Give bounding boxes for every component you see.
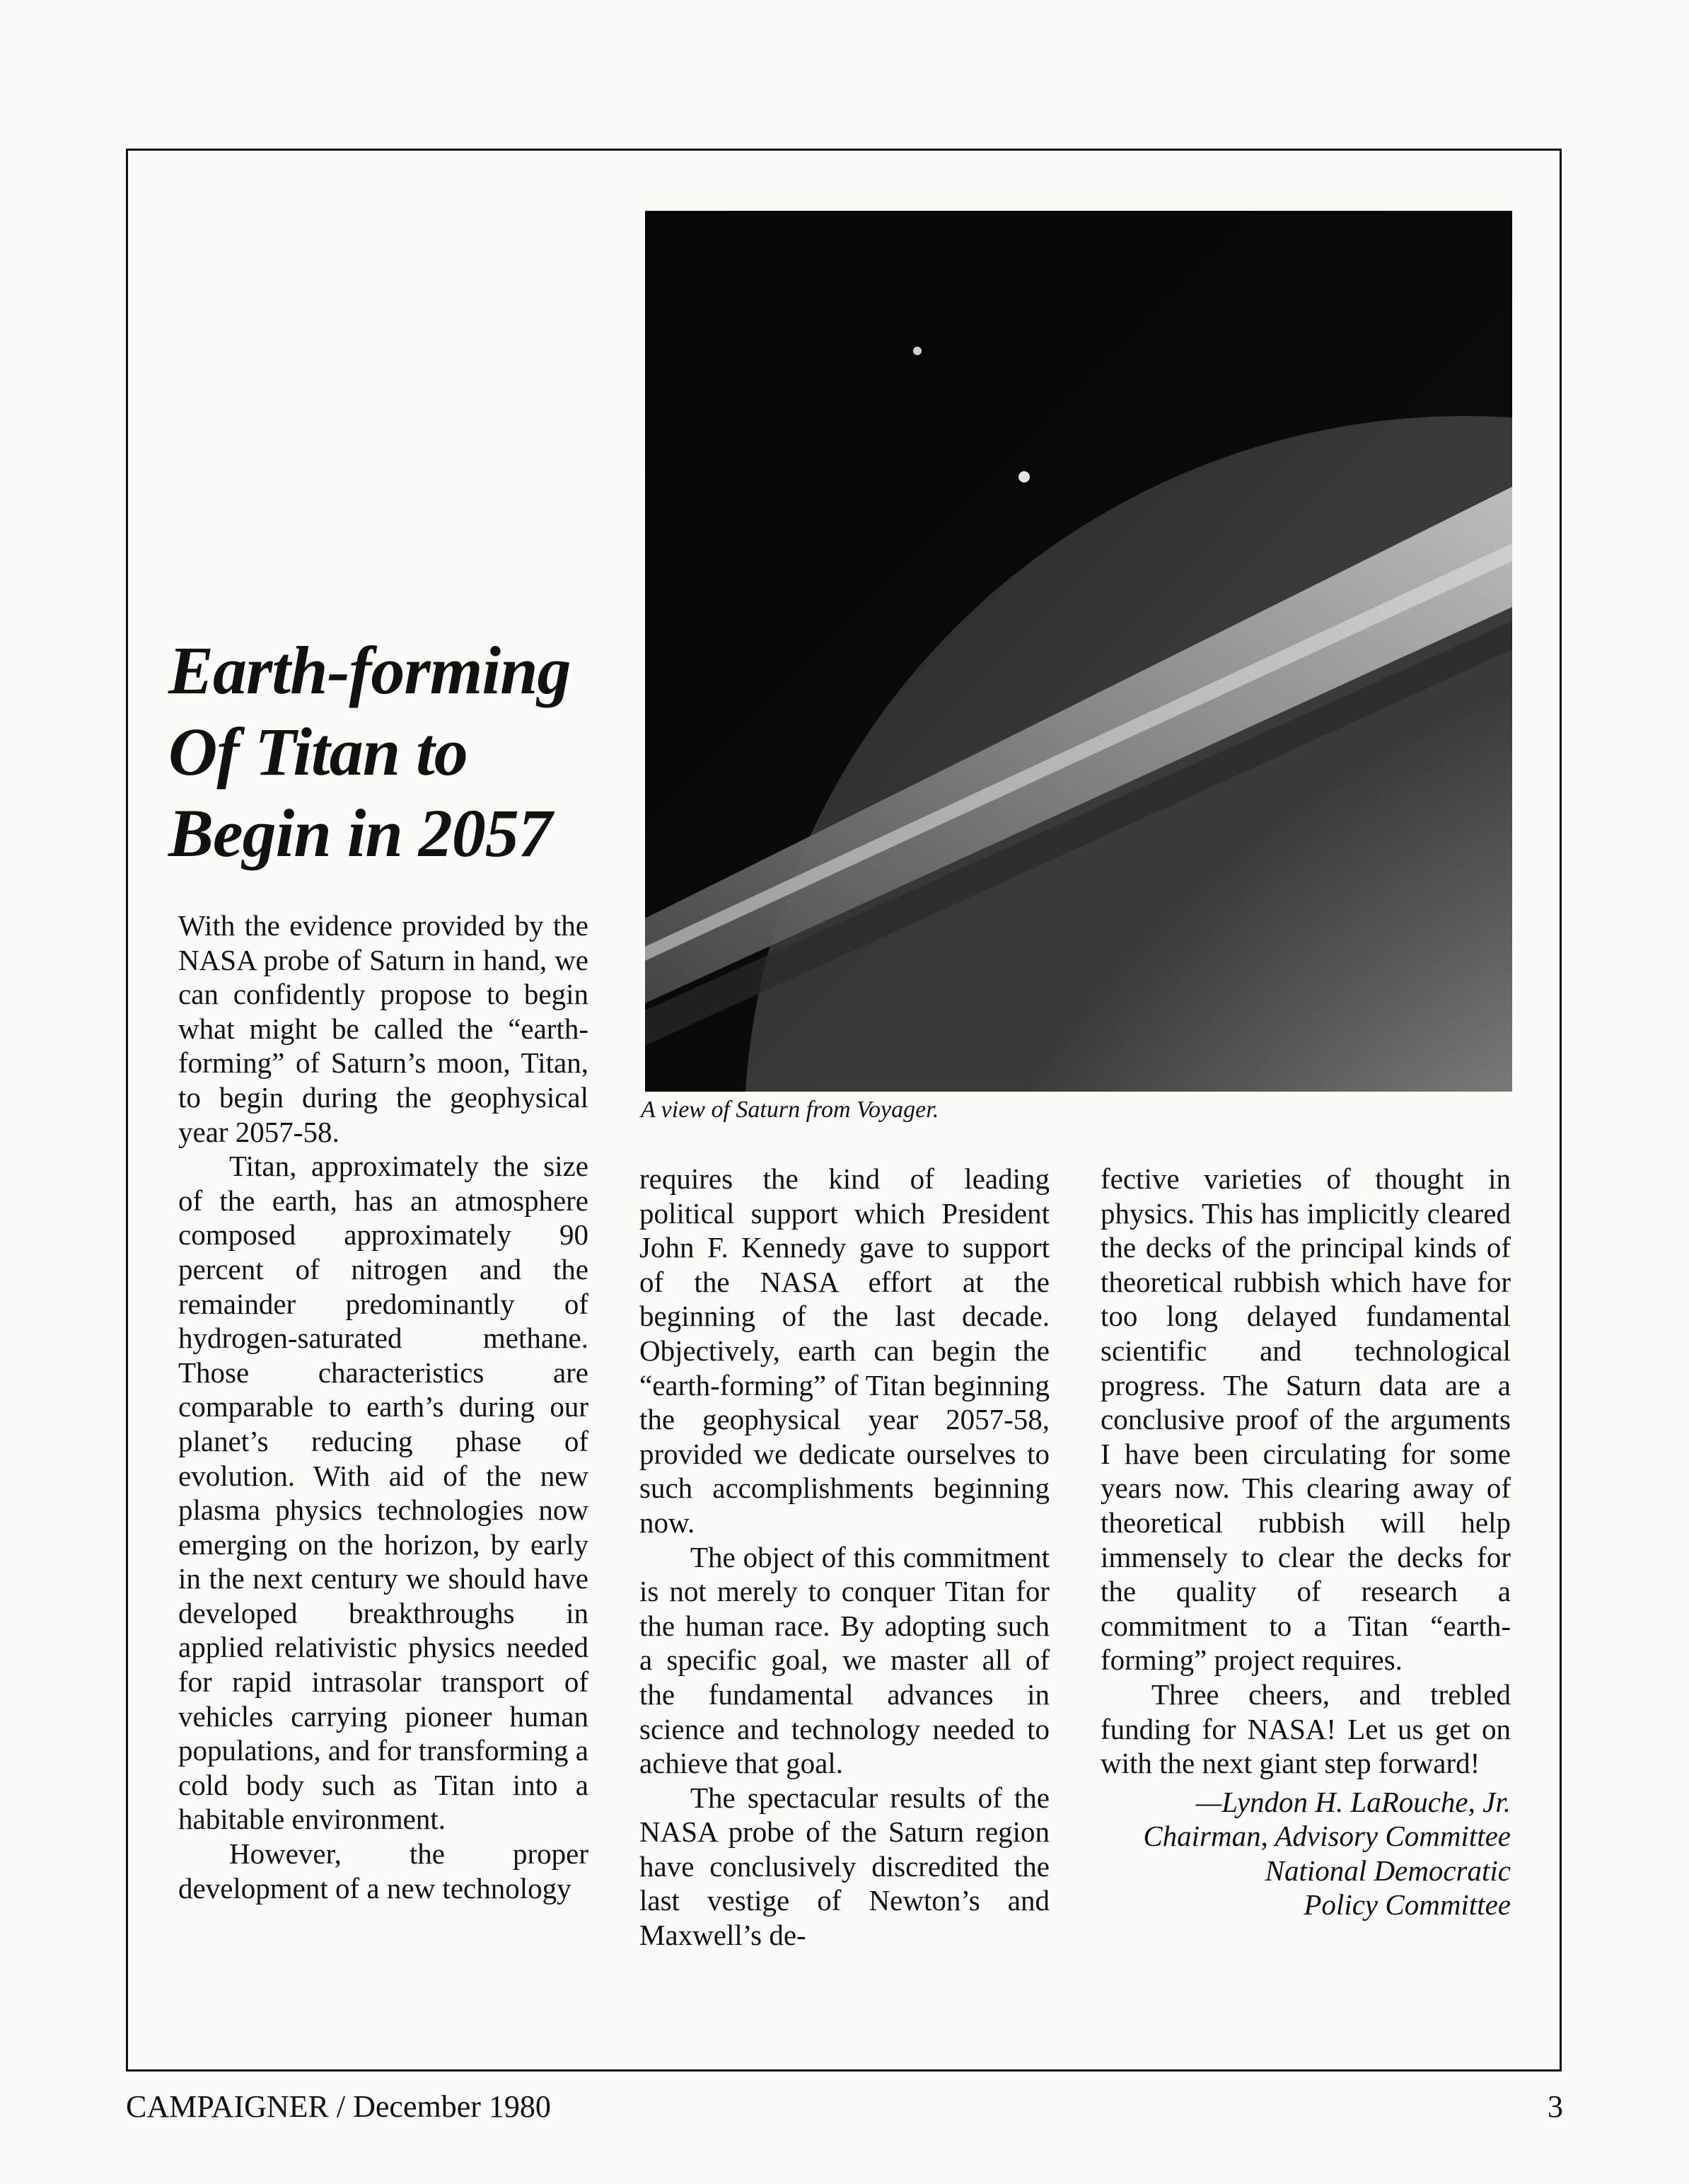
paragraph: However, the proper development of a new technology [178,1837,588,1905]
saturn-photo [645,211,1512,1092]
footer-publication: CAMPAIGNER / December 1980 [126,2089,551,2124]
paragraph: The object of this commitment is not merely to conquer Titan for the human race. By adopting such a specific goal, we master all of the fundamental advances in science and technology needed to achieve that goal. [639,1540,1050,1780]
headline [168,630,635,874]
signature-org-line-1: National Democratic [1265,1854,1511,1887]
signature-org-line-2: Policy Committee [1304,1888,1511,1922]
paragraph: requires the kind of leading political support which President John F. Kennedy gave to support of the NASA effort at the beginning of the last decade. Objectively, earth can begin the “earth-forming” of Titan beginning the geophysical year 2057-58, provided we dedicate ourselves to such accomplishments beginning now. [639,1162,1050,1539]
paragraph: Titan, approximately the size of the earth, has an atmosphere composed approximately 90 percent of nitrogen and the remainder predominantly of hydrogen-saturated methane. Those characteristics are comparable to earth’s during our planet’s reducing phase of evolution. With aid of the new plasma physics technologies now emerging on the horizon, by early in the next century we should have developed breakthroughs in applied relativistic physics needed for rapid intrasolar transport of vehicles carrying pioneer human populations, and for transforming a cold body such as Titan into a habitable environment. [178,1150,588,1836]
headline-line-3: Begin in 2057 [168,795,552,871]
paragraph: The spectacular results of the NASA probe of the Saturn region have conclusively discredited the last vestige of Newton’s and Maxwell’s de- [639,1781,1050,1952]
signature-title: Chairman, Advisory Committee [1143,1820,1511,1853]
paragraph: fective varieties of thought in physics. This has implicitly cleared the decks of the principal kinds of theoretical rubbish which have for too long delayed fundamental scientific and technological progress. The Saturn data are a conclusive proof of the arguments I have been circulating for some years now. This clearing away of theoretical rubbish will help immensely to clear the decks for the quality of research a commitment to a Titan “earth-forming” project requires. [1101,1162,1511,1677]
signature-block [1101,1785,1511,1922]
photo-caption: A view of Saturn from Voyager. [641,1097,939,1123]
article-column-1 [178,908,588,1905]
article-column-3 [1101,1162,1511,1922]
headline-line-1: Earth-forming [168,632,571,708]
paragraph: Three cheers, and trebled funding for NASA! Let us get on with the next giant step forward! [1101,1677,1511,1780]
signature-name: —Lyndon H. LaRouche, Jr. [1195,1785,1511,1818]
paragraph: With the evidence provided by the NASA probe of Saturn in hand, we can confidently propose to begin what might be called the “earth-forming” of Saturn’s moon, Titan, to begin during the geophysical year 2057-58. [178,909,588,1148]
moon-bright [1018,471,1030,483]
article-column-2 [639,1162,1050,1953]
moon-small [913,347,922,355]
saturn-image [645,211,1512,1092]
page-number: 3 [1548,2089,1563,2124]
headline-line-2: Of Titan to [168,714,468,790]
